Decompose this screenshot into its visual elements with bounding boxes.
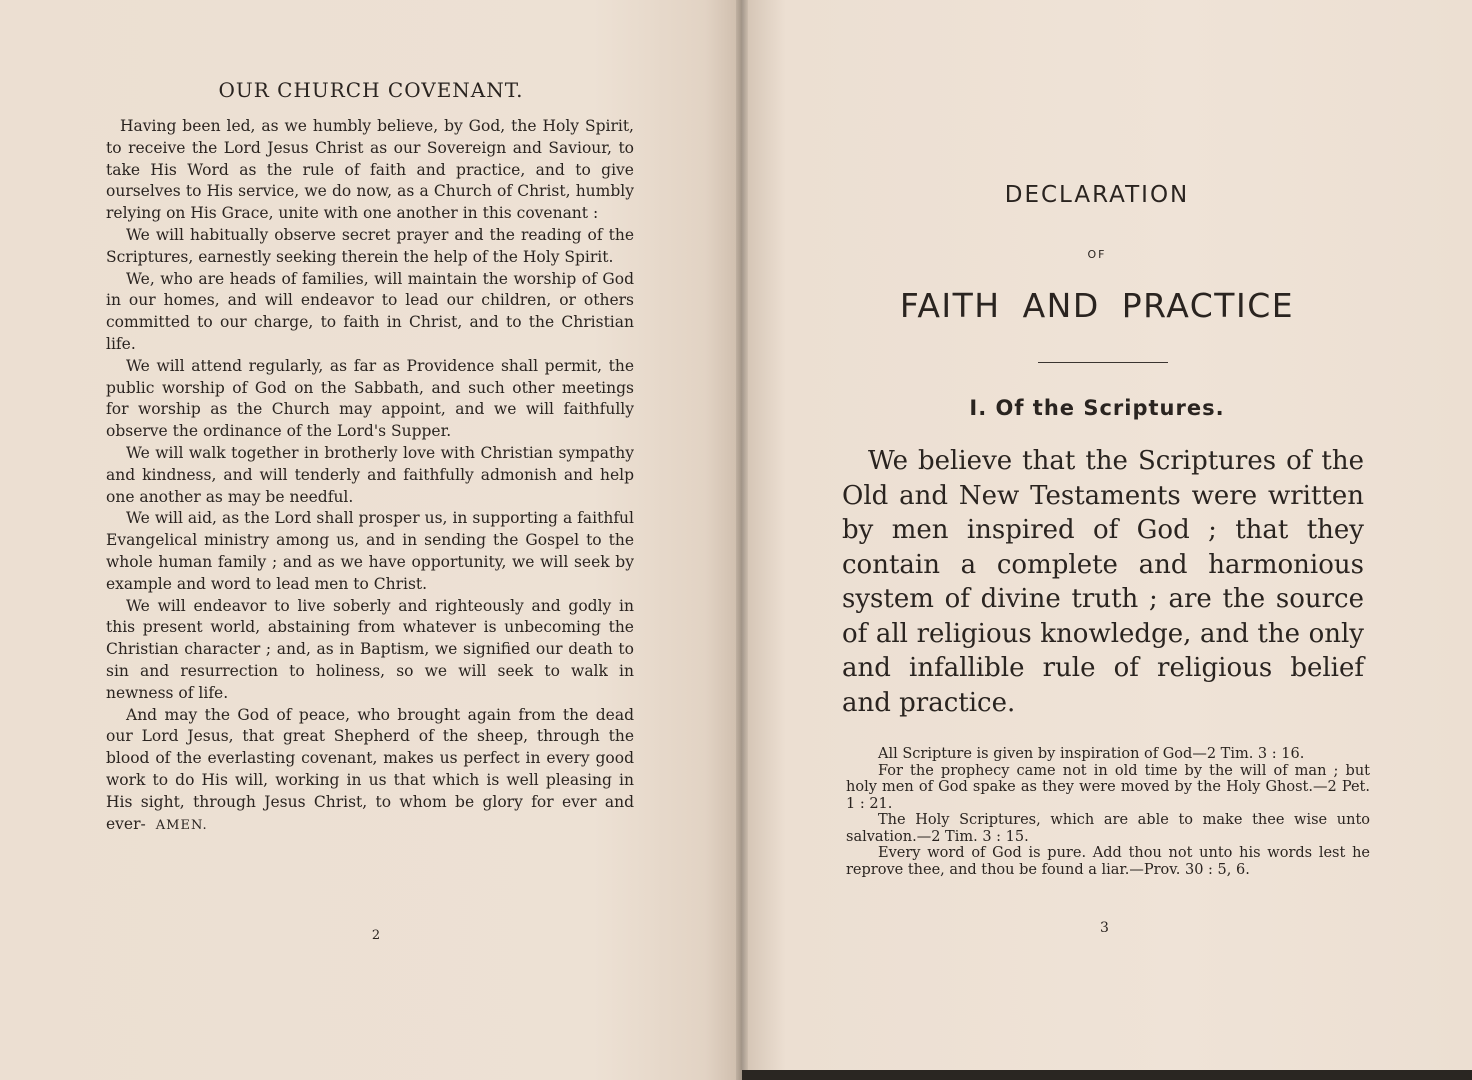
section-heading: I. Of the Scriptures. <box>969 396 1225 420</box>
covenant-title: OUR CHURCH COVENANT. <box>218 78 524 102</box>
page-edge-shadow <box>742 1070 1472 1080</box>
reference-item: Every word of God is pure. Add thou not unto his words lest he reprove thee, and thou be found a liar.—Prov. 30 : 5, 6. <box>846 845 1370 878</box>
covenant-paragraph: Having been led, as we humbly believe, by God, the Holy Spirit, to receive the Lord Jesus Christ as our Sovereign and Saviour, to take His Word as the rule of faith and practice, and to give ourselves to His service, we do now, as a Church of Christ, humbly relying on His Grace, unite with one another in this covenant : <box>106 117 634 223</box>
reference-item: For the prophecy came not in old time by the will of man ; but holy men of God spake as they were moved by the Holy Ghost.—2 Pet. 1 : 21. <box>846 762 1370 812</box>
page-number-right: 3 <box>1100 920 1109 936</box>
covenant-body <box>106 116 634 836</box>
covenant-paragraph-last <box>106 705 634 837</box>
covenant-paragraph: We will attend regularly, as far as Providence shall permit, the public worship of God on the Sabbath, and such other meetings for worship as the Church may appoint, and we will faithfully observe the ordinance of the Lord's Supper. <box>106 356 634 441</box>
page-number-left: 2 <box>371 928 381 943</box>
covenant-paragraph: We will habitually observe secret prayer and the reading of the Scriptures, earnestly seeking therein the help of the Holy Spirit. <box>106 225 634 266</box>
declaration-heading: DECLARATION <box>1004 182 1190 208</box>
belief-statement <box>842 444 1364 720</box>
of-heading: OF <box>1087 248 1107 261</box>
covenant-paragraph: We, who are heads of families, will maintain the worship of God in our homes, and will endeavor to lead our children, or others committed to our charge, to faith in Christ, and to the Christian life. <box>106 269 634 353</box>
faith-practice-heading: FAITH AND PRACTICE <box>899 286 1295 325</box>
covenant-paragraph: We will walk together in brotherly love with Christian sympathy and kindness, and will tenderly and faithfully admonish and help one another as may be needful. <box>106 443 634 506</box>
scripture-references <box>846 746 1370 878</box>
reference-item: The Holy Scriptures, which are able to make thee wise unto salvation.—2 Tim. 3 : 15. <box>846 812 1370 845</box>
divider-rule <box>1038 362 1168 363</box>
amen-text: AMEN. <box>155 817 208 833</box>
book-gutter <box>736 0 748 1080</box>
belief-paragraph: We believe that the Scriptures of the Old and New Testaments were written by men inspired of God ; that they contain a complete and harmonious system of divine truth ; are the source of all religious knowledge, and the only and infallible rule of religious belief and practice. <box>842 446 1364 718</box>
covenant-closing-text: And may the God of peace, who brought again from the dead our Lord Jesus, that great Shepherd of the sheep, through the blood of the everlasting covenant, makes us perfect in every good work to do His will, working in us that which is well pleasing in His sight, through Jesus Christ, to whom be glory for ever and ever- <box>106 705 634 833</box>
reference-item: All Scripture is given by inspiration of God—2 Tim. 3 : 16. <box>878 746 1305 762</box>
covenant-paragraph: We will endeavor to live soberly and righteously and godly in this present world, abstaining from whatever is unbecoming the Christian character ; and, as in Baptism, we signified our death to sin and resurrection to holiness, so we will seek to walk in newness of life. <box>106 596 634 702</box>
covenant-paragraph: We will aid, as the Lord shall prosper us, in supporting a faithful Evangelical ministry among us, and in sending the Gospel to the whole human family ; and as we have opportunity, we will seek by example and word to lead men to Christ. <box>106 509 634 593</box>
